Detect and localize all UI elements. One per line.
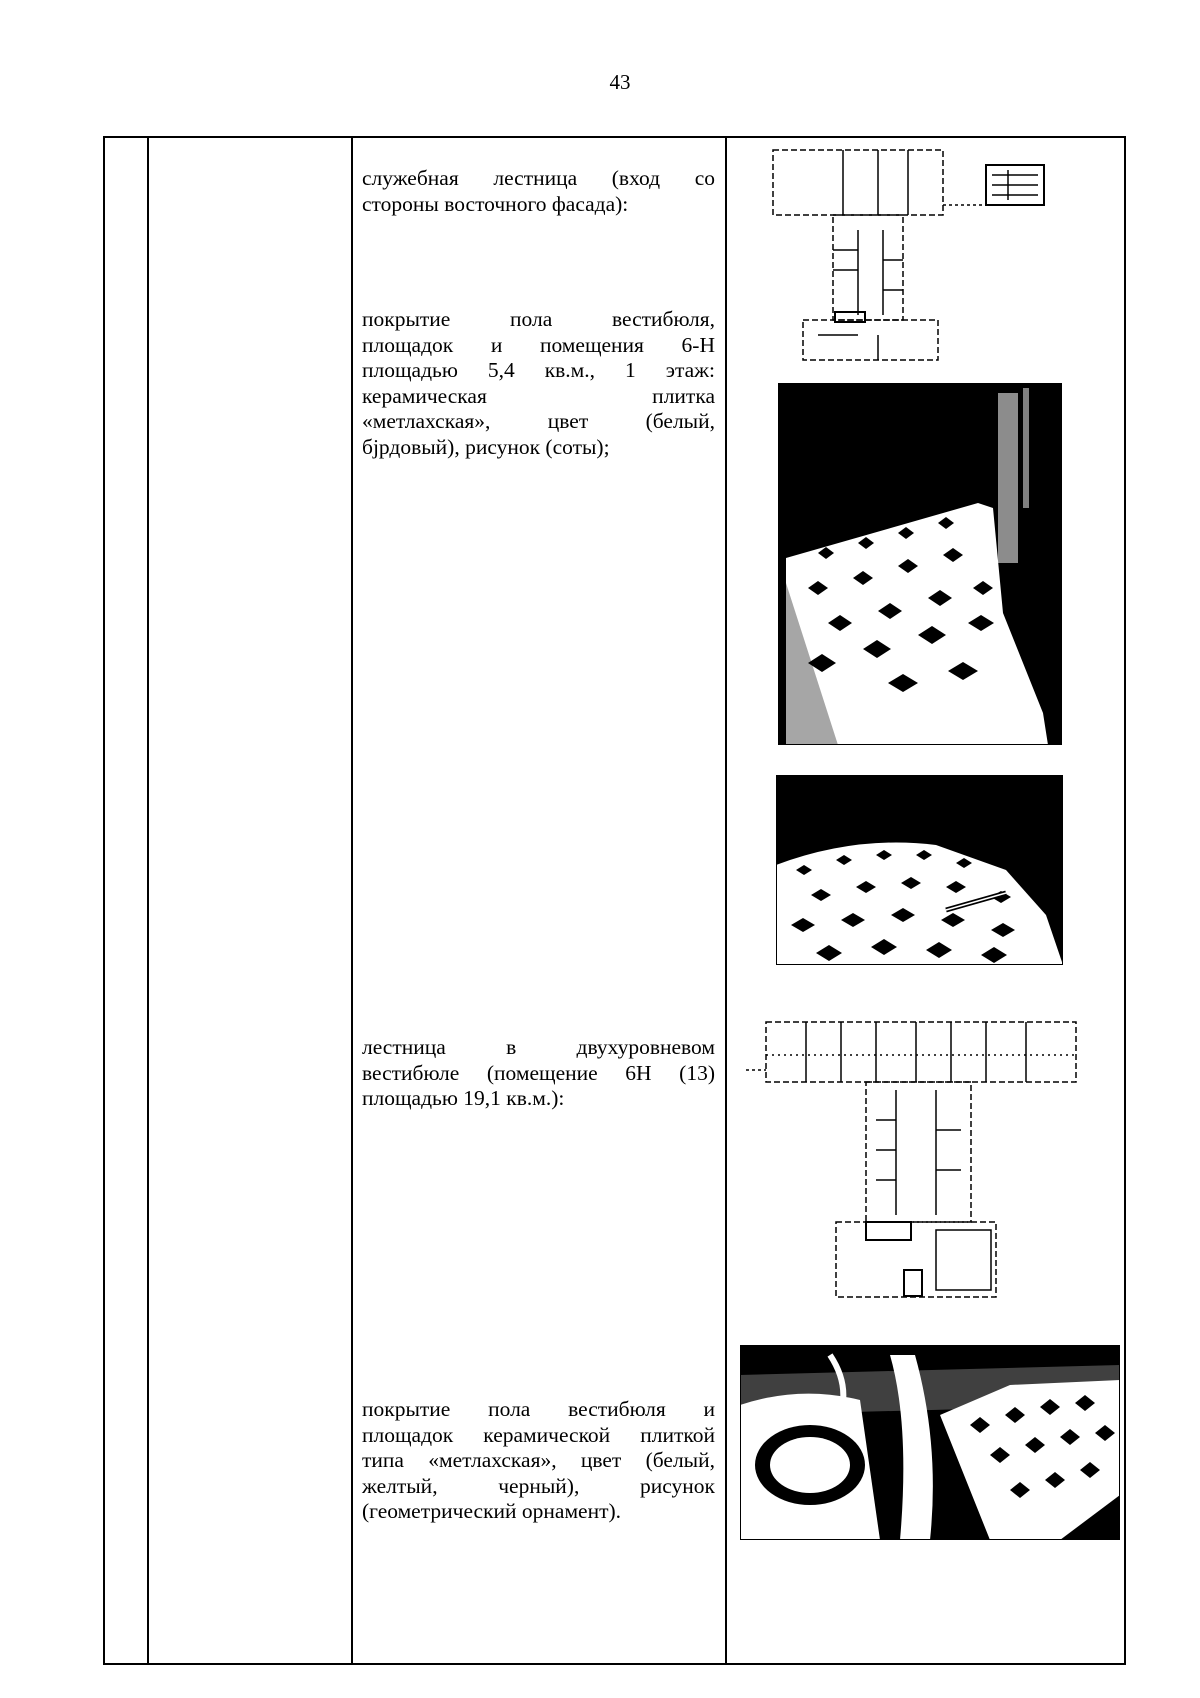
photo-tile-floor-icon [776, 775, 1063, 965]
text-line: лестница в двухуровневом [362, 1035, 715, 1059]
column-divider [725, 138, 727, 1663]
item-two-level-vestibule-staircase [362, 1035, 715, 1112]
text-line: служебная лестница (вход со [362, 166, 715, 190]
item-service-staircase [362, 166, 715, 217]
text-line: стороны восточного фасада): [362, 191, 629, 216]
floor-plan-icon [748, 140, 1063, 365]
photo-tile-floor-icon [778, 383, 1062, 745]
text-line: типа «метлахская», цвет (белый, [362, 1448, 715, 1472]
text-line: желтый, черный), рисунок [362, 1473, 715, 1498]
text-line: покрытие пола вестибюля, [362, 307, 715, 331]
column-divider [351, 138, 353, 1663]
text-line: вестибюле (помещение 6Н (13) [362, 1060, 715, 1085]
text-line: покрытие пола вестибюля и [362, 1397, 715, 1421]
text-line: бјрдовый), рисунок (соты); [362, 434, 610, 459]
text-line: керамическая плитка [362, 383, 715, 408]
item-vestibule-floor-6h [362, 307, 715, 460]
page-number: 43 [609, 70, 631, 94]
text-line: «метлахская», цвет (белый, [362, 409, 715, 433]
floor-plan-icon [746, 1010, 1091, 1300]
item-vestibule-floor-ornament [362, 1397, 715, 1525]
column-divider [147, 138, 149, 1663]
text-line: площадью 19,1 кв.м.): [362, 1086, 565, 1110]
photo-ornament-floor-icon [740, 1345, 1120, 1540]
text-line: площадок и помещения 6-Н [362, 332, 715, 357]
text-line: площадью 5,4 кв.м., 1 этаж: [362, 358, 715, 382]
text-line: (геометрический орнамент). [362, 1499, 622, 1523]
text-line: площадок керамической плиткой [362, 1422, 715, 1447]
